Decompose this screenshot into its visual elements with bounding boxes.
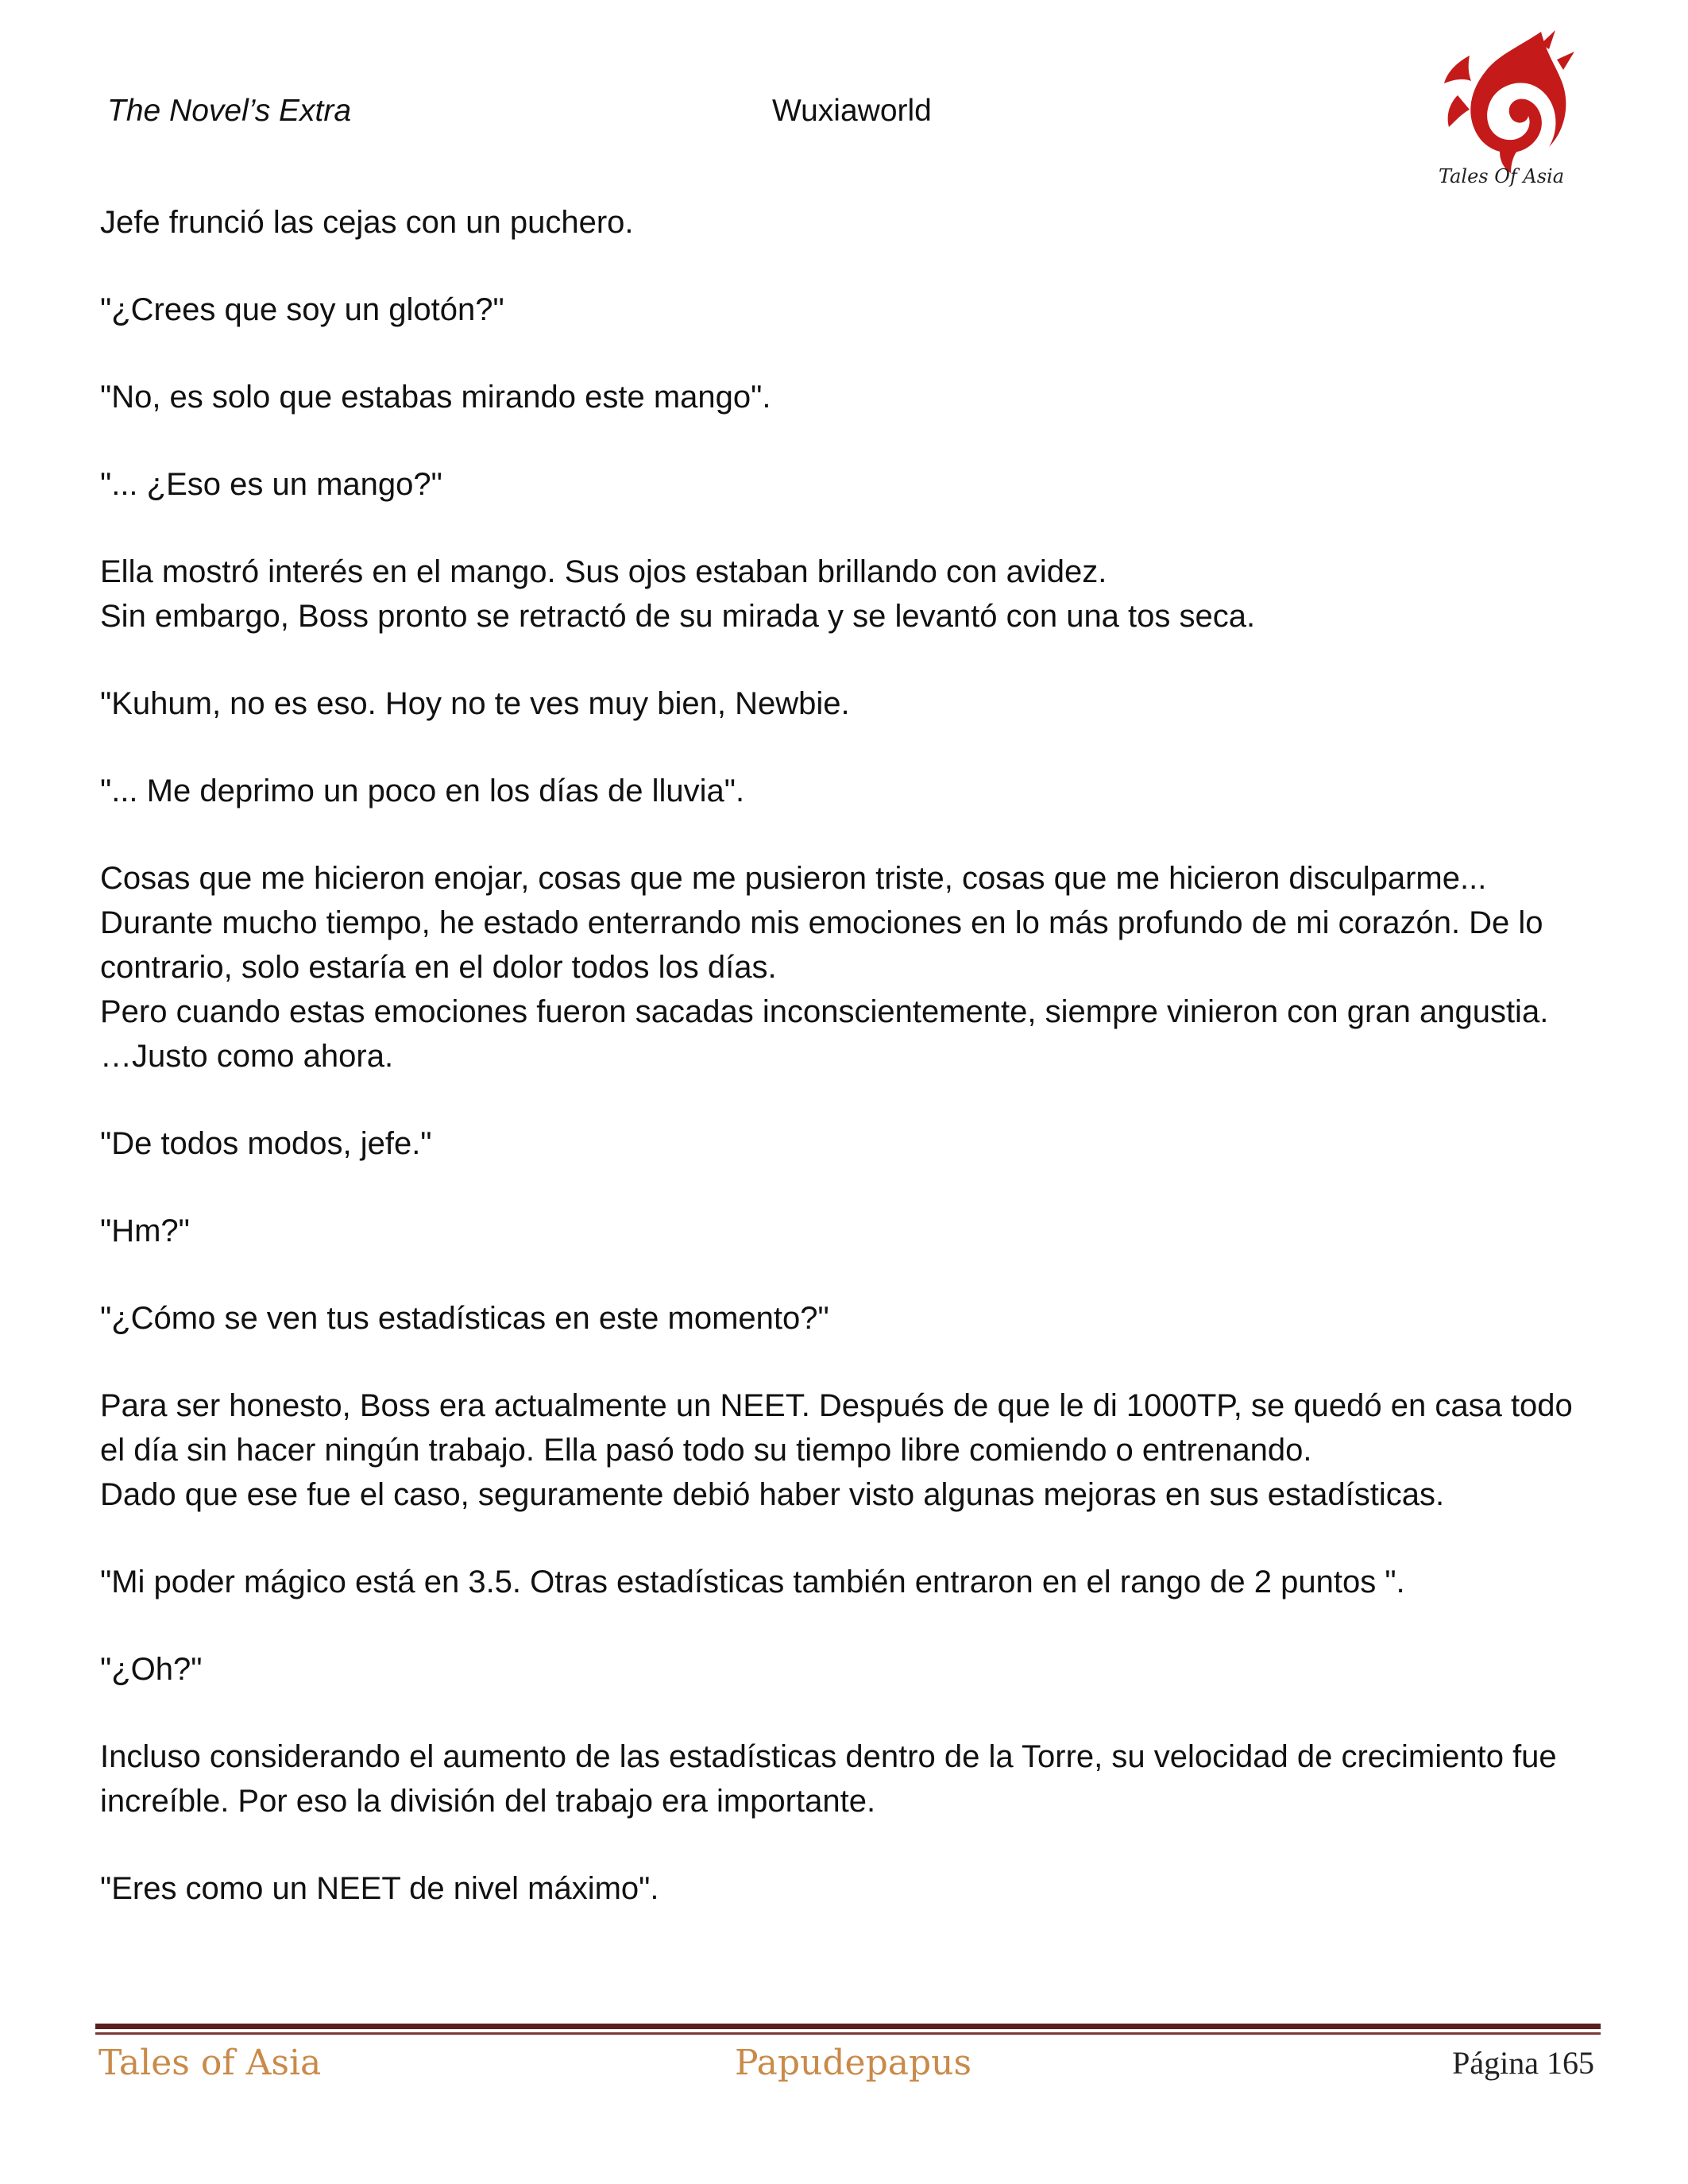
paragraph: "De todos modos, jefe." [100,1126,432,1161]
tales-of-asia-logo [1422,24,1581,191]
paragraph: "No, es solo que estabas mirando este mango". [100,380,771,415]
footer-brand: Tales of Asia [98,2043,322,2083]
paragraph: Incluso considerando el aumento de las estadísticas dentro de la Torre, su velocidad de crecimiento fue increíble. Por eso la división del trabajo era importante. [100,1739,1566,1819]
paragraph: Para ser honesto, Boss era actualmente un NEET. Después de que le di 1000TP, se quedó en casa todo el día sin hacer ningún trabajo. Ella pasó todo su tiempo libre comiendo o entrenando. [100,1388,1582,1468]
paragraph: Durante mucho tiempo, he estado enterrando mis emociones en lo más profundo de mi corazón. De lo contrario, solo estaría en el dolor todos los días. [100,905,1552,985]
paragraph: Jefe frunció las cejas con un puchero. [100,205,634,240]
site-name: Wuxiaworld [772,94,932,128]
paragraph: "Eres como un NEET de nivel máximo". [100,1871,659,1906]
footer-divider [95,2024,1601,2035]
paragraph: Ella mostró interés en el mango. Sus ojos estaban brillando con avidez. [100,554,1107,589]
paragraph: "¿Cómo se ven tus estadísticas en este momento?" [100,1301,829,1336]
paragraph: Cosas que me hicieron enojar, cosas que me pusieron triste, cosas que me hicieron disculparme... [100,861,1487,896]
paragraph: "Mi poder mágico está en 3.5. Otras estadísticas también entraron en el rango de 2 puntos ". [100,1565,1405,1599]
paragraph: "... ¿Eso es un mango?" [100,467,442,502]
paragraph: "Kuhum, no es eso. Hoy no te ves muy bien, Newbie. [100,686,850,721]
paragraph: "Hm?" [100,1214,190,1248]
book-title: The Novel’s Extra [107,94,352,128]
footer-translator: Papudepapus [735,2043,972,2083]
logo-caption: Tales Of Asia [1438,165,1565,187]
paragraph: "¿Oh?" [100,1652,203,1687]
paragraph: Pero cuando estas emociones fueron sacadas inconscientemente, siempre vinieron con gran angustia. [100,994,1549,1029]
paragraph: Sin embargo, Boss pronto se retractó de su mirada y se levantó con una tos seca. [100,599,1256,634]
paragraph: …Justo como ahora. [100,1039,394,1074]
chapter-body [100,200,1593,1911]
paragraph: "... Me deprimo un poco en los días de lluvia". [100,774,745,808]
paragraph: "¿Crees que soy un glotón?" [100,292,504,327]
paragraph: Dado que ese fue el caso, seguramente debió haber visto algunas mejoras en sus estadísticas. [100,1477,1445,1512]
dragon-icon [1422,24,1581,191]
page-number: Página 165 [1452,2045,1594,2081]
